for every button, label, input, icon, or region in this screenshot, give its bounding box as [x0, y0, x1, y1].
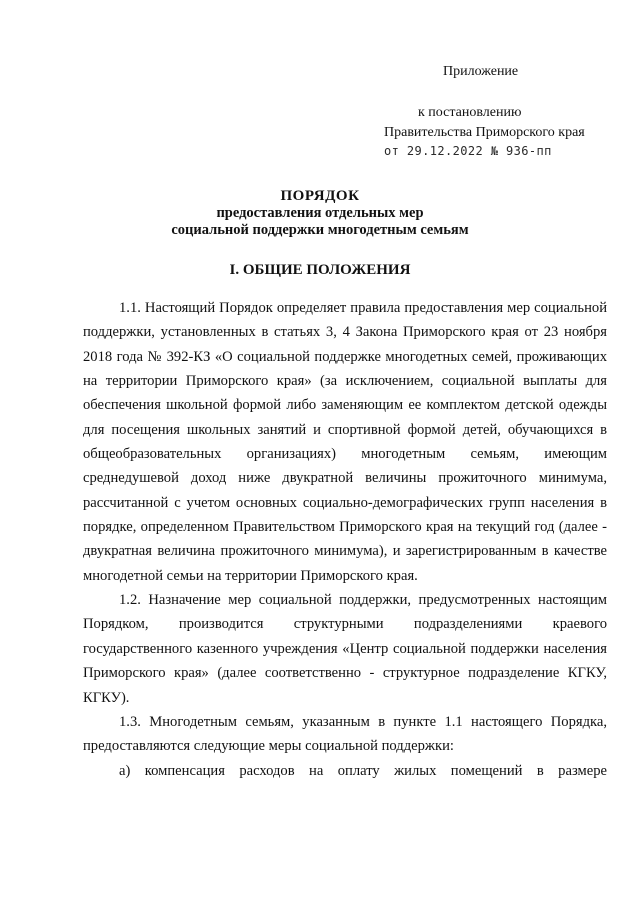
annex-title: Приложение	[443, 64, 519, 79]
document-body	[83, 296, 607, 783]
document-heading	[0, 188, 640, 239]
document-subtitle-line-2: социальной поддержки многодетным семьям	[171, 222, 469, 238]
document-title: ПОРЯДОК	[280, 188, 360, 204]
section-heading: I. ОБЩИЕ ПОЛОЖЕНИЯ	[229, 262, 411, 278]
paragraph-a: а) компенсация расходов на оплату жилых помещений в размере	[119, 762, 607, 779]
paragraph-1-3: 1.3. Многодетным семьям, указанным в пункте 1.1 настоящего Порядка, предоставляются следующие меры социальной поддержки:	[83, 713, 607, 755]
annex-block	[384, 62, 624, 161]
paragraph-1-1: 1.1. Настоящий Порядок определяет правила предоставления мер социальной поддержки, установленных в статьях 3, 4 Закона Приморского края от 23 ноября 2018 года № 392-КЗ «О социальной поддержке многодетных семей, проживающих на территории Приморского края» (за исключением, социальной выплаты для обеспечения школьной формой либо заменяющим ее комплектом детской одежды для посещения школьных занятий и спортивной формой детей, обучающихся в общеобразовательных организациях) многодетным семьям, имеющим среднедушевой доход ниже двукратной величины прожиточного минимума, рассчитанной с учетом основных социально-демографических групп населения в порядке, определенном Правительством Приморского края на текущий год (далее - двукратная величина прожиточного минимума), и зарегистрированным в качестве многодетной семьи на территории Приморского края.	[83, 300, 607, 584]
paragraph-1-2: 1.2. Назначение мер социальной поддержки, предусмотренных настоящим Порядком, производится структурными подразделениями краевого государственного казенного учреждения «Центр социальной поддержки населения Приморского края» (далее соответственно - структурное подразделение КГКУ, КГКУ).	[83, 592, 607, 706]
annex-line-3: от 29.12.2022 № 936-пп	[384, 144, 552, 158]
document-subtitle-line-1: предоставления отдельных мер	[216, 205, 424, 221]
annex-line-2: Правительства Приморского края	[384, 125, 585, 140]
annex-line-1: к постановлению	[418, 105, 522, 120]
